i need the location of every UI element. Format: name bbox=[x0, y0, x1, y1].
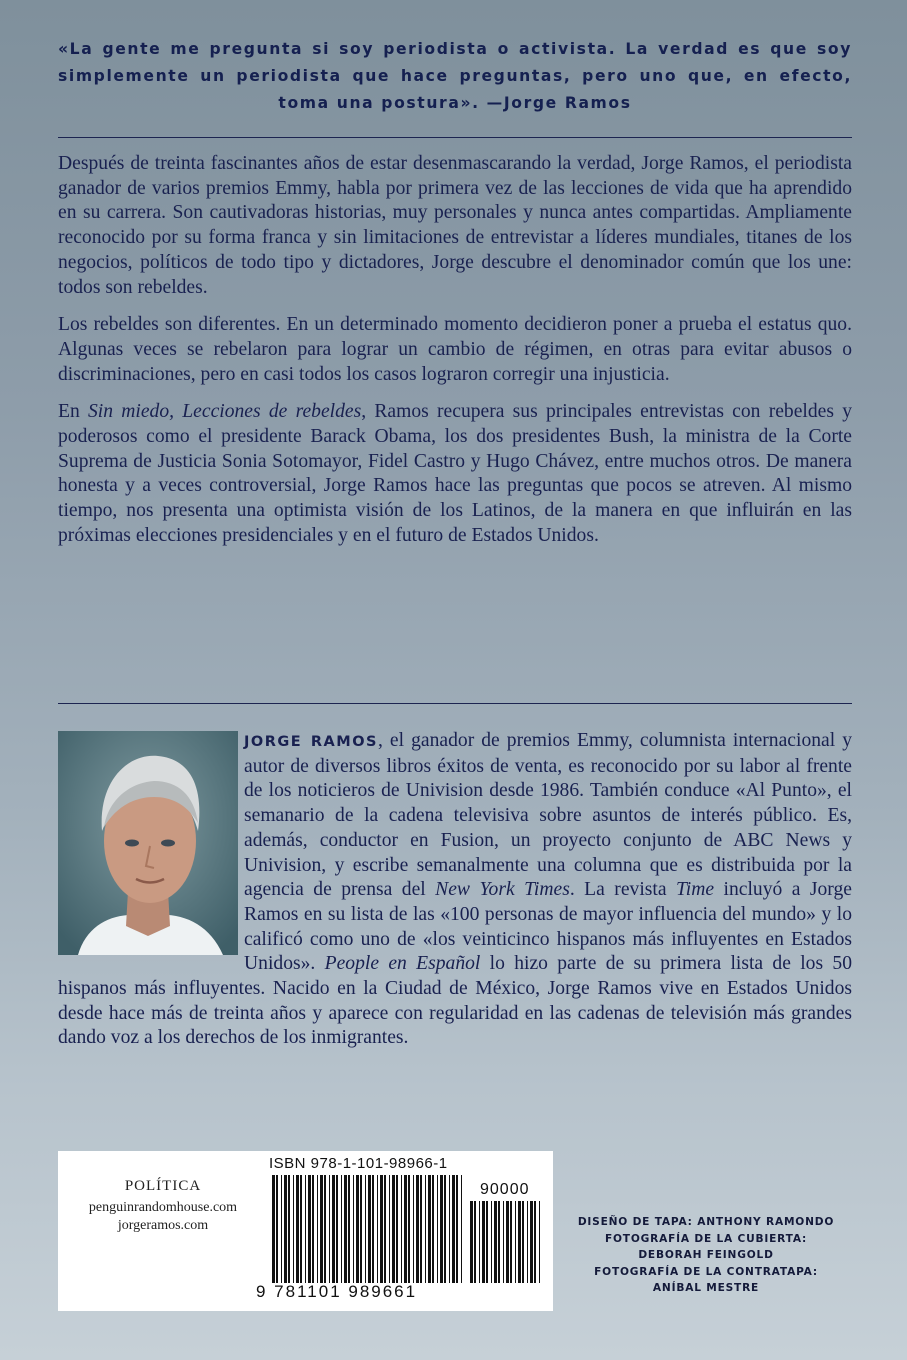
synopsis bbox=[58, 152, 852, 549]
price-code: 90000 bbox=[480, 1181, 530, 1198]
synopsis-paragraph-3: En Sin miedo, Lecciones de rebeldes, Ramos recupera sus principales entrevistas con rebeldes y poderosos como el presidente Barack Obama, los dos presidentes Bush, la ministra de la Corte Suprema de Justicia Sonia Sotomayor, Fidel Castro y Hugo Chávez, entre muchos otros. De manera honesta y a veces controversial, Jorge Ramos hace las preguntas que pocos se atreven. Al mismo tiempo, nos presenta una optimista visión de los Latinos, de la manera en que influirán en las próximas elecciones presidenciales y en el futuro de Estados Unidos. bbox=[58, 401, 852, 546]
nyt-title: New York Times bbox=[435, 879, 570, 901]
publisher-url[interactable]: penguinrandomhouse.com bbox=[88, 1200, 238, 1215]
author-url[interactable]: jorgeramos.com bbox=[117, 1218, 209, 1233]
synopsis-paragraph-2: Los rebeldes son diferentes. En un determinado momento decidieron poner a prueba el estatus quo. Algunas veces se rebelaron para lograr un cambio de régimen, en otras para evitar abusos o discriminaciones, pero en casi todos los casos lograron corregir una injusticia. bbox=[58, 314, 852, 385]
ean-digits: 9 781101 989661 bbox=[256, 1282, 418, 1301]
photo-spacer bbox=[58, 729, 244, 957]
ean-barcode bbox=[272, 1175, 462, 1283]
credit-line: ANÍBAL MESTRE bbox=[652, 1282, 760, 1294]
author-bio: JORGE RAMOS, el ganador de premios Emmy, columnista internacional y autor de diversos libros éxitos de venta, es reconocido por su labor al frente de los noticieros de Univision desde 1986. También conduce «Al Punto», el semanario de la cadena televisiva sobre asuntos de interés público. Es, además, conductor en Fusion, un proyecto conjunto de ABC News y Univision, y escribe semanalmente una columna que es distribuida por la agencia de prensa del New York Times. La revista Time incluyó a Jorge Ramos en su lista de las «100 personas de mayor influencia del mundo» y lo calificó como uno de «los veinticinco hispanos más influyentes en Estados Unidos». People en Español lo hizo parte de su primera lista de los 50 hispanos más influyentes. Nacido en la Ciudad de México, Jorge Ramos vive en Estados Unidos desde hace más de treinta años y aparece con regularidad en las cadenas de televisión más grandes dando voz a los derechos de los inmigrantes. bbox=[58, 730, 853, 1049]
category-label: POLÍTICA bbox=[124, 1178, 202, 1194]
time-title: Time bbox=[675, 879, 715, 901]
author-name: JORGE RAMOS bbox=[244, 734, 378, 750]
people-title: People en Español bbox=[324, 953, 481, 975]
isbn-label: ISBN 978-1-101-98966-1 bbox=[269, 1155, 448, 1172]
publisher-info bbox=[58, 1177, 268, 1235]
back-cover-quote: «La gente me pregunta si soy periodista o activista. La verdad es que soy simplemente un periodista que hace preguntas, pero uno que, en efecto, toma una postura». —Jorge Ramos bbox=[58, 40, 852, 112]
divider-top bbox=[58, 137, 852, 138]
divider-middle bbox=[58, 703, 852, 704]
book-title: Sin miedo, Lecciones de rebeldes bbox=[88, 401, 362, 423]
price-barcode bbox=[470, 1201, 540, 1283]
synopsis-paragraph-1: Después de treinta fascinantes años de estar desenmascarando la verdad, Jorge Ramos, el periodista ganador de varios premios Emmy, habla por primera vez de las lecciones de vida que ha aprendido en su carrera. Son cautivadoras historias, muy personales y nunca antes compartidas. Ampliamente reconocido por su forma franca y sin limitaciones de entrevistar a líderes mundiales, titanes de los negocios, políticos de todo tipo y dictadores, Jorge descubre el denominador común que los une: todos son rebeldes. bbox=[58, 153, 852, 298]
design-credits bbox=[566, 1214, 846, 1297]
credit-line: DEBORAH FEINGOLD bbox=[638, 1249, 774, 1261]
credit-line: DISEÑO DE TAPA: ANTHONY RAMONDO bbox=[577, 1216, 835, 1228]
barcode-panel bbox=[58, 1151, 553, 1311]
credit-line: FOTOGRAFÍA DE LA CONTRATAPA: bbox=[594, 1265, 818, 1278]
credit-line: FOTOGRAFÍA DE LA CUBIERTA: bbox=[604, 1232, 808, 1245]
